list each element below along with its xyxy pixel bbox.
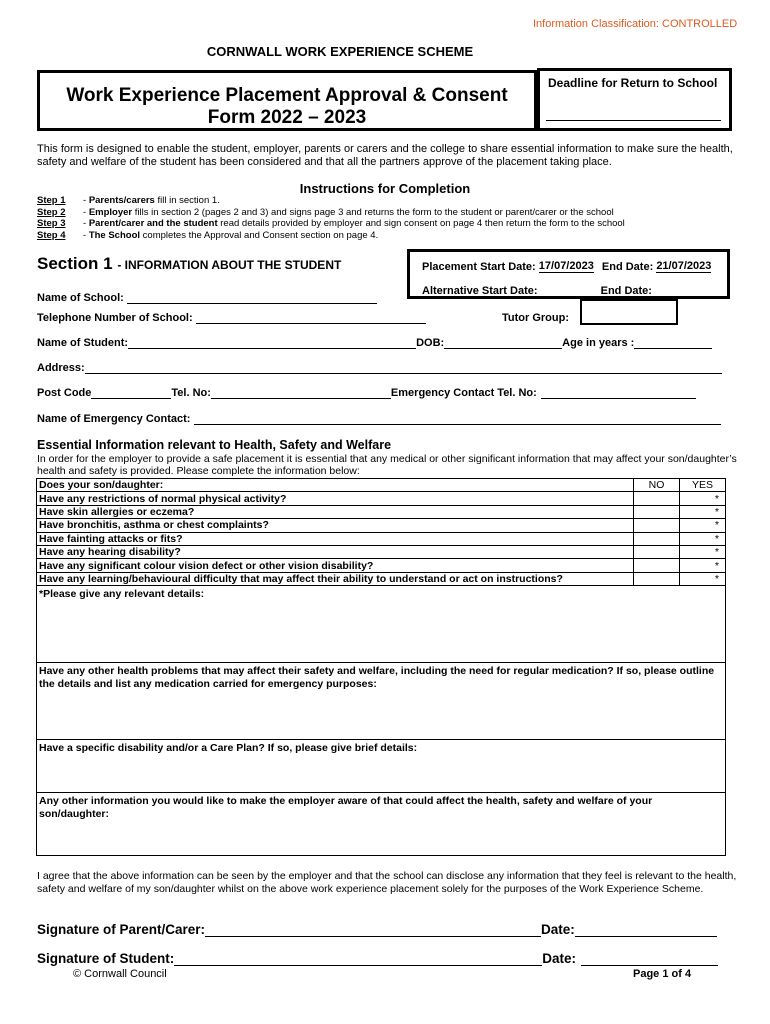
agreement-text: I agree that the above information can be seen by the employer and that the school can disclose any information that they feel is relevant to the health, safety and welfare of my son/daughter whilst on the above work experience placement solely for the purposes of the Work Experience Scheme.: [37, 870, 737, 895]
parent-date-label: Date:: [541, 922, 575, 937]
yes-checkbox[interactable]: *: [680, 505, 726, 518]
parent-signature-field[interactable]: [205, 923, 541, 937]
table-row: [37, 492, 726, 505]
classification-label: Information Classification: CONTROLLED: [533, 18, 738, 30]
table-row: [37, 519, 726, 532]
copyright: © Cornwall Council: [73, 968, 167, 980]
no-checkbox[interactable]: [634, 519, 680, 532]
end-date-label: End Date:: [601, 261, 654, 273]
instruction-steps: [37, 195, 625, 241]
school-phone-field[interactable]: [196, 313, 426, 324]
scheme-title: CORNWALL WORK EXPERIENCE SCHEME: [206, 44, 474, 59]
student-signature-label: Signature of Student:: [37, 951, 175, 966]
health-intro: In order for the employer to provide a safe placement it is essential that any medical or other significant information that may affect your son/daughter’s health and safety is provided. Please complete the information below:: [37, 453, 737, 477]
yes-checkbox[interactable]: *: [680, 532, 726, 545]
step-actor: The School: [88, 229, 141, 241]
question-text: Have any significant colour vision defect or other vision disability?: [37, 559, 634, 572]
page-number: Page 1 of 4: [633, 968, 692, 980]
step-text: read details provided by employer and sign consent on page 4 then return the form to the school: [217, 218, 625, 229]
student-name-field[interactable]: [128, 338, 416, 349]
placement-start-label: Placement Start Date:: [422, 261, 536, 273]
age-field[interactable]: [634, 338, 712, 349]
deadline-label: Deadline for Return to School: [548, 76, 718, 90]
tel-label: Tel. No:: [171, 387, 211, 399]
address-row: [37, 362, 722, 374]
address-label: Address:: [37, 362, 85, 374]
yes-checkbox[interactable]: *: [680, 492, 726, 505]
student-signature-field[interactable]: [174, 952, 542, 966]
postcode-field[interactable]: [91, 388, 171, 399]
step-row: Step 4 - The School completes the Approval and Consent section on page 4.: [37, 229, 379, 241]
form-title-line2: Form 2022 – 2023: [207, 107, 367, 128]
health-title: Essential Information relevant to Health, Safety and Welfare: [37, 438, 392, 452]
question-text: Have bronchitis, asthma or chest complaints?: [37, 519, 634, 532]
no-checkbox[interactable]: [634, 492, 680, 505]
disability-box[interactable]: [36, 740, 726, 793]
other-health-label: Have any other health problems that may affect their safety and welfare, including the need for regular medication? If so, please outline the details and list any medication carried for emergency purposes:: [39, 665, 715, 690]
step-text: fills in section 2 (pages 2 and 3) and signs page 3 and returns the form to the student or parent/carer or the school: [132, 206, 614, 218]
relevant-details-label: *Please give any relevant details:: [39, 588, 205, 600]
section1-title: [37, 254, 341, 274]
other-health-box[interactable]: [36, 663, 726, 740]
parent-signature-row: [37, 922, 717, 937]
no-checkbox[interactable]: [634, 505, 680, 518]
school-name-field[interactable]: [127, 293, 377, 304]
question-text: Have fainting attacks or fits?: [37, 532, 634, 545]
other-info-label: Any other information you would like to make the employer aware of that could affect the health, safety and welfare of your son/daughter:: [39, 795, 653, 820]
disability-label: Have a specific disability and/or a Care Plan? If so, please give brief details:: [39, 742, 418, 754]
school-name-label: Name of School:: [37, 292, 124, 304]
question-text: Have any hearing disability?: [37, 545, 634, 558]
form-title: [40, 73, 534, 129]
address-field[interactable]: [85, 363, 722, 374]
step-row: Step 1 - Parents/carers fill in section 1.: [37, 195, 220, 206]
step-label: Step 4: [37, 229, 66, 241]
dob-field[interactable]: [444, 338, 562, 349]
relevant-details-box[interactable]: [36, 586, 726, 663]
step-actor: Parents/carers: [88, 195, 155, 206]
age-label: Age in years :: [562, 337, 635, 349]
table-row: [37, 559, 726, 572]
header-question: Does your son/daughter:: [37, 479, 634, 492]
step-row: Step 3 - Parent/carer and the student read details provided by employer and sign consent on page 4 then return the form to the school: [37, 218, 625, 229]
tutor-group-label: Tutor Group:: [502, 312, 569, 324]
alt-end-label: End Date:: [600, 285, 652, 297]
dob-label: DOB:: [416, 337, 445, 349]
table-row: [37, 505, 726, 518]
tel-field[interactable]: [211, 388, 391, 399]
step-label: Step 1: [37, 195, 66, 206]
emergency-tel-label: Emergency Contact Tel. No:: [390, 387, 537, 399]
student-date-field[interactable]: [581, 952, 718, 966]
no-checkbox[interactable]: [634, 532, 680, 545]
tutor-group-field[interactable]: [580, 299, 678, 325]
question-text: Have any restrictions of normal physical activity?: [37, 492, 634, 505]
step-row: Step 2 - Employer fills in section 2 (pages 2 and 3) and signs page 3 and returns the form to the student or parent/carer or the school: [37, 206, 614, 218]
instructions-title: Instructions for Completion: [299, 181, 471, 196]
no-checkbox[interactable]: [634, 572, 680, 585]
student-date-label: Date:: [542, 951, 577, 966]
postcode-label: Post Code: [37, 387, 92, 399]
emergency-name-row: [37, 413, 721, 425]
alt-start-label: Alternative Start Date:: [422, 285, 538, 297]
yes-checkbox[interactable]: *: [680, 572, 726, 585]
table-row: [37, 532, 726, 545]
deadline-field[interactable]: [546, 120, 721, 121]
step-label: Step 2: [37, 206, 66, 218]
placement-dates-box: [407, 249, 730, 299]
school-phone-label: Telephone Number of School:: [37, 312, 193, 324]
no-checkbox[interactable]: [634, 545, 680, 558]
section1-number: Section 1: [37, 254, 113, 273]
form-title-line1: Work Experience Placement Approval & Consent: [66, 85, 508, 106]
section1-subtitle: - INFORMATION ABOUT THE STUDENT: [117, 258, 342, 272]
other-info-box[interactable]: [36, 793, 726, 856]
table-row: [37, 572, 726, 585]
yes-checkbox[interactable]: *: [680, 559, 726, 572]
student-signature-row: [37, 951, 718, 966]
contact-row: [37, 387, 696, 399]
placement-start-value[interactable]: 17/07/2023: [538, 260, 594, 272]
step-label: Step 3: [37, 218, 66, 229]
form-title-box: [37, 70, 537, 131]
table-row: [37, 545, 726, 558]
yes-checkbox[interactable]: *: [680, 545, 726, 558]
parent-date-field[interactable]: [575, 923, 717, 937]
step-text: fill in section 1.: [154, 195, 220, 206]
no-header: NO: [634, 479, 680, 492]
step-text: completes the Approval and Consent section on page 4.: [140, 229, 379, 241]
parent-signature-label: Signature of Parent/Carer:: [37, 922, 206, 937]
school-name-row: [37, 292, 377, 304]
question-text: Have skin allergies or eczema?: [37, 505, 634, 518]
step-actor: Employer: [88, 206, 133, 218]
emergency-tel-field[interactable]: [541, 388, 696, 399]
end-date-value[interactable]: 21/07/2023: [656, 260, 712, 272]
no-checkbox[interactable]: [634, 559, 680, 572]
emergency-name-field[interactable]: [194, 414, 721, 425]
intro-text: This form is designed to enable the student, employer, parents or carers and the college to share essential information to make sure the health, safety and welfare of the student has been considered and that all the partners approve of the placement taking place.: [37, 143, 733, 168]
step-actor: Parent/carer and the student: [88, 218, 218, 229]
deadline-box: [537, 68, 732, 131]
health-questions-table: [36, 478, 726, 586]
question-text: Have any learning/behavioural difficulty that may affect their ability to understand or act on instructions?: [37, 572, 634, 585]
yes-checkbox[interactable]: *: [680, 519, 726, 532]
yes-header: YES: [680, 479, 726, 492]
student-row: [37, 337, 712, 349]
emergency-name-label: Name of Emergency Contact:: [37, 413, 191, 425]
student-name-label: Name of Student:: [37, 337, 129, 349]
table-header-row: [37, 479, 726, 492]
school-phone-row: [37, 312, 426, 324]
